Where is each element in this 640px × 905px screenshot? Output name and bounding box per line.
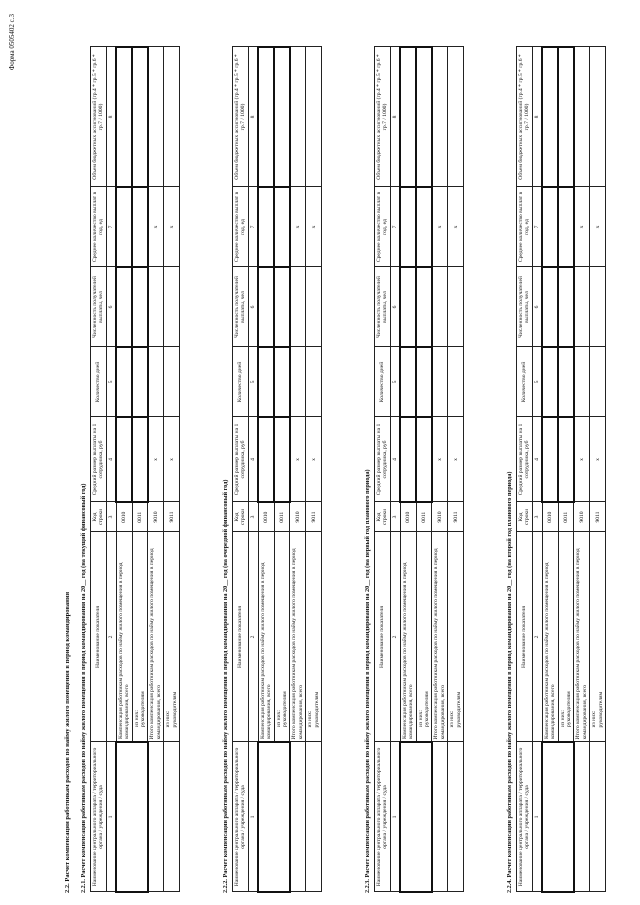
- header-days: Количество дней: [517, 347, 533, 417]
- header-code: Код строки: [517, 502, 533, 532]
- table-row: [306, 47, 322, 892]
- table-cell: [448, 347, 464, 417]
- x-cell: х: [164, 187, 180, 267]
- table-cell: [574, 47, 590, 187]
- input-cell[interactable]: [416, 417, 432, 502]
- table-row: [574, 47, 590, 892]
- x-cell: х: [590, 187, 606, 267]
- x-cell: х: [432, 417, 448, 502]
- x-cell: х: [448, 417, 464, 502]
- row-code: 9010: [432, 502, 448, 532]
- unit-cell[interactable]: [542, 742, 574, 892]
- table-cell: 1: [390, 742, 400, 892]
- table-row: [148, 47, 164, 892]
- x-cell: х: [164, 417, 180, 502]
- input-cell[interactable]: [132, 417, 148, 502]
- row-label: Компенсация работникам расходов по найму жилого помещения в период командирования, всего: [116, 532, 132, 742]
- row-label: из них: руководителям: [558, 532, 574, 742]
- input-cell[interactable]: [132, 47, 148, 187]
- header-row: [91, 47, 107, 892]
- header-avg-payment: Средний размер выплаты на 1 сотрудника, руб: [91, 417, 107, 502]
- input-cell[interactable]: [542, 417, 558, 502]
- input-cell[interactable]: [132, 187, 148, 267]
- table-row: [258, 47, 274, 892]
- header-avg-payment: Средний размер выплаты на 1 сотрудника, руб: [375, 417, 391, 502]
- input-cell[interactable]: [558, 267, 574, 347]
- header-code: Код строки: [233, 502, 249, 532]
- input-cell[interactable]: [400, 417, 416, 502]
- header-unit: Наименование центрального аппарата / территориального органа / учреждения / суда: [375, 742, 391, 892]
- header-code: Код строки: [91, 502, 107, 532]
- calc-table: [374, 46, 464, 893]
- section-title: 2.2.1. Расчет компенсации работникам расходов по найму жилого помещения в период командирования на 20__ год (на текущий финансовый год): [80, 483, 87, 893]
- row-code: 9011: [164, 502, 180, 532]
- table-cell: 1: [532, 742, 542, 892]
- table-cell: 2: [390, 532, 400, 742]
- row-code: 9010: [574, 502, 590, 532]
- header-avg-count: Среднее количество выплат в год, ед: [233, 187, 249, 267]
- table-row: [448, 47, 464, 892]
- row-label: из них: руководителям: [274, 532, 290, 742]
- calc-table: [516, 46, 606, 893]
- table-row: [432, 47, 448, 892]
- table-cell: 6: [248, 267, 258, 347]
- table-cell: [164, 267, 180, 347]
- input-cell[interactable]: [116, 417, 132, 502]
- input-cell[interactable]: [542, 347, 558, 417]
- table-cell: 2: [248, 532, 258, 742]
- row-label: из них: руководителям: [164, 532, 180, 742]
- row-label: Итого компенсация работникам расходов по найму жилого помещения в период командирования, всего: [574, 532, 590, 742]
- table-cell: [290, 347, 306, 417]
- row-code: 0011: [416, 502, 432, 532]
- table-cell: [448, 47, 464, 187]
- table-cell: [306, 347, 322, 417]
- table-cell: 3: [390, 502, 400, 532]
- table-cell: [164, 347, 180, 417]
- header-recipients: Численность получателей выплаты, чел: [91, 267, 107, 347]
- table-cell: [432, 347, 448, 417]
- row-code: 0010: [258, 502, 274, 532]
- table-cell: [290, 267, 306, 347]
- input-cell[interactable]: [258, 417, 274, 502]
- x-cell: х: [290, 417, 306, 502]
- table-cell: 4: [532, 417, 542, 502]
- table-cell: 4: [248, 417, 258, 502]
- table-row: [590, 47, 606, 892]
- row-code: 9011: [590, 502, 606, 532]
- table-cell: 8: [390, 47, 400, 187]
- table-cell: [590, 742, 606, 892]
- input-cell[interactable]: [274, 267, 290, 347]
- row-label: из них: руководителям: [590, 532, 606, 742]
- table-cell: 4: [390, 417, 400, 502]
- input-cell[interactable]: [400, 47, 416, 187]
- table-cell: [432, 267, 448, 347]
- input-cell[interactable]: [542, 267, 558, 347]
- x-cell: х: [574, 417, 590, 502]
- section-title: 2.2.2. Расчет компенсации работникам расходов по найму жилого помещения в период командирования на 20__ год (на очередной финансовый год): [222, 479, 229, 893]
- column-number-row: [532, 47, 542, 892]
- row-label: Компенсация работникам расходов по найму жилого помещения в период командирования, всего: [542, 532, 558, 742]
- table-cell: [590, 47, 606, 187]
- table-cell: [164, 742, 180, 892]
- row-code: 0011: [274, 502, 290, 532]
- table-cell: 2: [106, 532, 116, 742]
- header-unit: Наименование центрального аппарата / территориального органа / учреждения / суда: [91, 742, 107, 892]
- input-cell[interactable]: [116, 187, 132, 267]
- table-cell: 3: [106, 502, 116, 532]
- header-days: Количество дней: [91, 347, 107, 417]
- row-label: из них: руководителям: [306, 532, 322, 742]
- header-indicator: Наименование показателя: [233, 532, 249, 742]
- table-row: [116, 47, 132, 892]
- unit-cell[interactable]: [258, 742, 290, 892]
- column-number-row: [390, 47, 400, 892]
- header-avg-count: Среднее количество выплат в год, ед: [91, 187, 107, 267]
- row-code: 0010: [542, 502, 558, 532]
- table-cell: [574, 347, 590, 417]
- x-cell: х: [306, 187, 322, 267]
- header-row: [375, 47, 391, 892]
- table-cell: 5: [106, 347, 116, 417]
- column-number-row: [106, 47, 116, 892]
- header-unit: Наименование центрального аппарата / территориального органа / учреждения / суда: [233, 742, 249, 892]
- table-cell: [148, 47, 164, 187]
- input-cell[interactable]: [132, 347, 148, 417]
- input-cell[interactable]: [542, 47, 558, 187]
- form-code: Форма 0505402 с.3: [8, 14, 16, 71]
- input-cell[interactable]: [258, 187, 274, 267]
- table-cell: [306, 47, 322, 187]
- input-cell[interactable]: [558, 417, 574, 502]
- section-title: 2.2.4. Расчет компенсации работникам расходов по найму жилого помещения в период командирования на 20__ год (на второй год планового периода): [506, 471, 513, 893]
- table-cell: [148, 347, 164, 417]
- row-code: 0010: [400, 502, 416, 532]
- page-heading: 2.2. Расчет компенсации работникам расходов по найму жилого помещения в период командирования: [64, 591, 71, 893]
- table-cell: 1: [106, 742, 116, 892]
- x-cell: х: [574, 187, 590, 267]
- input-cell[interactable]: [274, 47, 290, 187]
- input-cell[interactable]: [558, 347, 574, 417]
- table-cell: [306, 267, 322, 347]
- table-cell: [148, 267, 164, 347]
- header-indicator: Наименование показателя: [517, 532, 533, 742]
- input-cell[interactable]: [116, 347, 132, 417]
- row-label: Компенсация работникам расходов по найму жилого помещения в период командирования, всего: [400, 532, 416, 742]
- row-label: из них: руководителям: [132, 532, 148, 742]
- table-cell: 6: [532, 267, 542, 347]
- input-cell[interactable]: [132, 267, 148, 347]
- input-cell[interactable]: [400, 347, 416, 417]
- table-cell: [306, 742, 322, 892]
- header-volume: Объем бюджетных ассигнований (гр.4 * гр.5 * гр.6 * гр.7 / 1000): [517, 47, 533, 187]
- row-label: Итого компенсация работникам расходов по найму жилого помещения в период командирования, всего: [290, 532, 306, 742]
- table-cell: 6: [390, 267, 400, 347]
- total-spacer: [148, 742, 164, 892]
- header-volume: Объем бюджетных ассигнований (гр.4 * гр.5 * гр.6 * гр.7 / 1000): [91, 47, 107, 187]
- table-cell: [432, 47, 448, 187]
- header-code: Код строки: [375, 502, 391, 532]
- header-volume: Объем бюджетных ассигнований (гр.4 * гр.5 * гр.6 * гр.7 / 1000): [233, 47, 249, 187]
- input-cell[interactable]: [416, 267, 432, 347]
- row-code: 0011: [558, 502, 574, 532]
- header-days: Количество дней: [375, 347, 391, 417]
- table-cell: 7: [106, 187, 116, 267]
- section-title: 2.2.3. Расчет компенсации работникам расходов по найму жилого помещения в период командирования на 20__ год (на первый год планового периода): [364, 469, 371, 893]
- row-label: из них: руководителям: [448, 532, 464, 742]
- calc-table: [90, 46, 180, 893]
- header-recipients: Численность получателей выплаты, чел: [233, 267, 249, 347]
- table-cell: 6: [106, 267, 116, 347]
- table-row: [542, 47, 558, 892]
- unit-cell[interactable]: [116, 742, 148, 892]
- table-cell: 4: [106, 417, 116, 502]
- table-cell: [574, 267, 590, 347]
- input-cell[interactable]: [416, 347, 432, 417]
- header-days: Количество дней: [233, 347, 249, 417]
- table-cell: 2: [532, 532, 542, 742]
- table-cell: 5: [248, 347, 258, 417]
- input-cell[interactable]: [274, 187, 290, 267]
- total-spacer: [290, 742, 306, 892]
- input-cell[interactable]: [558, 187, 574, 267]
- table-row: [290, 47, 306, 892]
- row-code: 9011: [306, 502, 322, 532]
- table-cell: 3: [248, 502, 258, 532]
- table-row: [400, 47, 416, 892]
- table-cell: 3: [532, 502, 542, 532]
- input-cell[interactable]: [400, 187, 416, 267]
- row-code: 0011: [132, 502, 148, 532]
- table-cell: 8: [248, 47, 258, 187]
- table-cell: [590, 267, 606, 347]
- table-cell: 8: [106, 47, 116, 187]
- table-cell: 7: [390, 187, 400, 267]
- table-cell: [164, 47, 180, 187]
- input-cell[interactable]: [274, 417, 290, 502]
- row-label: из них: руководителям: [416, 532, 432, 742]
- row-code: 9010: [148, 502, 164, 532]
- table-cell: 8: [532, 47, 542, 187]
- table-cell: [448, 742, 464, 892]
- input-cell[interactable]: [258, 347, 274, 417]
- row-code: 9010: [290, 502, 306, 532]
- header-indicator: Наименование показателя: [91, 532, 107, 742]
- header-recipients: Численность получателей выплаты, чел: [375, 267, 391, 347]
- input-cell[interactable]: [258, 267, 274, 347]
- x-cell: х: [590, 417, 606, 502]
- unit-cell[interactable]: [400, 742, 432, 892]
- x-cell: х: [306, 417, 322, 502]
- input-cell[interactable]: [258, 47, 274, 187]
- header-avg-count: Среднее количество выплат в год, ед: [375, 187, 391, 267]
- input-cell[interactable]: [400, 267, 416, 347]
- table-cell: [590, 347, 606, 417]
- row-code: 0010: [116, 502, 132, 532]
- table-cell: 1: [248, 742, 258, 892]
- calc-table: [232, 46, 322, 893]
- header-unit: Наименование центрального аппарата / территориального органа / учреждения / суда: [517, 742, 533, 892]
- table-cell: 5: [532, 347, 542, 417]
- row-code: 9011: [448, 502, 464, 532]
- table-cell: 5: [390, 347, 400, 417]
- input-cell[interactable]: [416, 47, 432, 187]
- header-row: [517, 47, 533, 892]
- x-cell: х: [148, 187, 164, 267]
- x-cell: х: [448, 187, 464, 267]
- input-cell[interactable]: [558, 47, 574, 187]
- table-cell: 7: [248, 187, 258, 267]
- header-row: [233, 47, 249, 892]
- row-label: Компенсация работникам расходов по найму жилого помещения в период командирования, всего: [258, 532, 274, 742]
- input-cell[interactable]: [116, 267, 132, 347]
- column-number-row: [248, 47, 258, 892]
- row-label: Итого компенсация работникам расходов по найму жилого помещения в период командирования, всего: [432, 532, 448, 742]
- table-row: [164, 47, 180, 892]
- x-cell: х: [432, 187, 448, 267]
- table-cell: [448, 267, 464, 347]
- header-avg-payment: Средний размер выплаты на 1 сотрудника, руб: [233, 417, 249, 502]
- header-volume: Объем бюджетных ассигнований (гр.4 * гр.5 * гр.6 * гр.7 / 1000): [375, 47, 391, 187]
- input-cell[interactable]: [416, 187, 432, 267]
- header-avg-count: Среднее количество выплат в год, ед: [517, 187, 533, 267]
- x-cell: х: [290, 187, 306, 267]
- table-cell: [290, 47, 306, 187]
- header-avg-payment: Средний размер выплаты на 1 сотрудника, руб: [517, 417, 533, 502]
- input-cell[interactable]: [116, 47, 132, 187]
- x-cell: х: [148, 417, 164, 502]
- row-label: Итого компенсация работникам расходов по найму жилого помещения в период командирования, всего: [148, 532, 164, 742]
- total-spacer: [574, 742, 590, 892]
- header-indicator: Наименование показателя: [375, 532, 391, 742]
- input-cell[interactable]: [274, 347, 290, 417]
- total-spacer: [432, 742, 448, 892]
- input-cell[interactable]: [542, 187, 558, 267]
- header-recipients: Численность получателей выплаты, чел: [517, 267, 533, 347]
- table-cell: 7: [532, 187, 542, 267]
